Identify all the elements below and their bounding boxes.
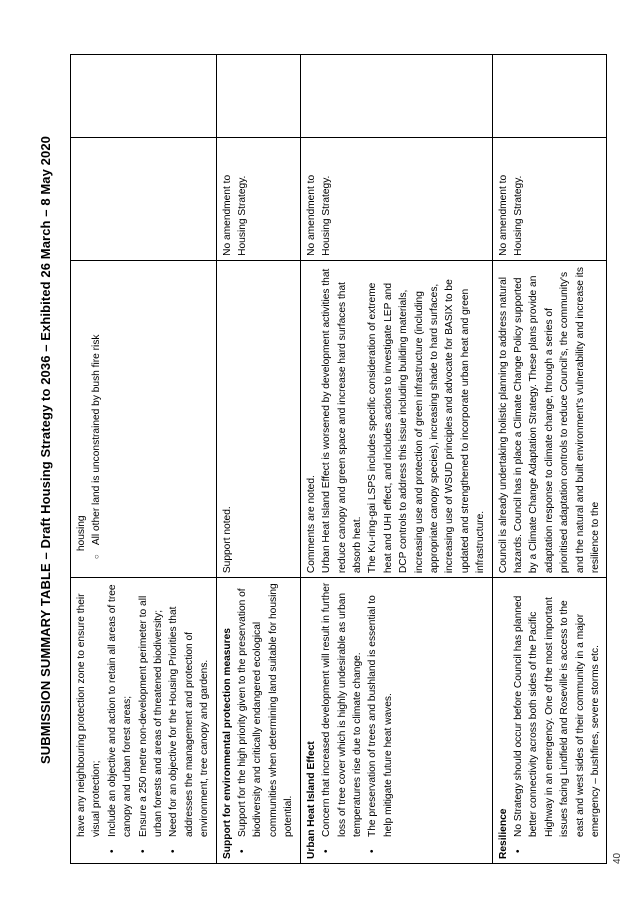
recommendation-cell	[300, 137, 492, 260]
submission-bullets	[235, 582, 297, 859]
response-paragraph: The Ku-ring-gai LSPS includes specific consideration of extreme heat and UHI effect, and includes actions to investigate LEP and DCP controls to address this issue including building materials, increasing use and protection of green infrastructure (including appropriate canopy species), increasing shade to hard surfaces, increasing use of WSUD principles and advocate for BASIX to be updated and strengthened to incorporate urban heat and green infrastructure.	[367, 279, 487, 574]
recommendation-cell	[71, 137, 217, 260]
empty-cell	[216, 55, 300, 138]
response-sublist	[89, 265, 104, 559]
submission-cell	[492, 578, 607, 864]
table-row	[216, 55, 300, 864]
recommendation-text: No amendment to Housing Strategy.	[497, 174, 524, 256]
recommendation-cell	[492, 137, 607, 260]
submission-bullet-text: Ensure a 250 metre non-development perimeter to all urban forests and areas of threatened biodiversity;	[137, 595, 165, 837]
submission-bullet-text: The preservation of trees and bushland is essential to help mitigate future heat waves.	[367, 595, 394, 837]
submission-heading: Support for environmental protection measures	[221, 628, 233, 859]
submission-bullet-text: Include an objective and action to retain all areas of tree canopy and urban forest areas;	[106, 584, 134, 837]
empty-cell	[492, 55, 607, 138]
submission-bullet-text: No Strategy should occur before Council has planned better connectivity across both sides of the Pacific Highway in an emergency. One of the most important issues facing Lindfield and Roseville is access to the east and west sides of their community in a major emergency – bushfires, severe storms etc.	[512, 595, 601, 837]
submission-cell	[300, 578, 492, 864]
submission-bullets	[105, 582, 213, 859]
empty-cell	[300, 55, 492, 138]
response-cell	[216, 260, 300, 577]
submission-table	[70, 54, 607, 864]
submission-bullet-text: Need for an objective for the Housing Priorities that addresses the management and protection of environment, tree canopy and gardens.	[168, 606, 211, 837]
bullet-icon: •	[237, 849, 249, 853]
response-cell	[300, 260, 492, 577]
table-row	[492, 55, 607, 864]
response-cell	[71, 260, 217, 577]
bullet-icon: •	[106, 849, 118, 853]
submission-bullet-text: Concern that increased development will result in further loss of tree cover which is highly undesirable as urban temperatures rise due to climate change.	[321, 582, 363, 837]
response-subitem: ○ All other land is unconstrained by bush fire risk	[89, 265, 104, 559]
bullet-icon: •	[512, 849, 524, 853]
bullet-icon: •	[168, 849, 180, 853]
response-cell	[492, 260, 607, 577]
table-row	[300, 55, 492, 864]
bullet-icon: •	[321, 849, 333, 853]
submission-bullet	[319, 582, 365, 859]
page-number: 40	[612, 852, 623, 864]
response-paragraph: housing	[76, 515, 87, 552]
bullet-icon: •	[367, 849, 379, 853]
page-title: SUBMISSION SUMMARY TABLE – Draft Housing Strategy to 2036 – Exhibited 26 March – 8 May 2020	[38, 136, 53, 764]
submission-bullet-text: Support for the high priority given to the preservation of biodiversity and critically endangered ecological communities when determining land suitable for housing potential.	[237, 583, 295, 837]
submission-cell	[216, 578, 300, 864]
submission-bullet	[136, 582, 167, 859]
response-paragraph: Council is already undertaking holistic planning to address natural hazards. Council has in place a Climate Change Policy supported by a Climate Change Adaptation Strategy. These plans provide an adaptation response to climate change, through a series of prioritised adaptation controls to reduce Council's, the community's and the natural and built environment's vulnerability and increase its resilience to the	[497, 267, 601, 574]
recommendation-text: No amendment to Housing Strategy.	[221, 174, 249, 256]
recommendation-text: No amendment to Housing Strategy.	[305, 174, 333, 256]
submission-bullets	[319, 582, 396, 859]
submission-bullet	[365, 582, 396, 859]
table-row	[71, 55, 217, 864]
recommendation-cell	[216, 137, 300, 260]
submission-cell	[71, 578, 217, 864]
submission-heading: Urban Heat Island Effect	[305, 741, 317, 859]
response-paragraph: Support noted.	[221, 506, 233, 574]
submission-heading: Resilience	[497, 808, 509, 859]
submission-bullet	[166, 582, 212, 859]
submission-bullet	[235, 582, 297, 859]
response-paragraph: Comments are noted.	[305, 475, 317, 574]
submission-intro: have any neighbouring protection zone to ensure their visual protection;	[76, 593, 103, 837]
response-paragraph: Urban Heat Island Effect is worsened by development activities that reduce canopy and green space and increase hard surfaces that absorb heat.	[321, 268, 363, 574]
submission-bullet	[511, 582, 603, 859]
submission-bullets	[511, 582, 603, 859]
submission-bullet	[105, 582, 136, 859]
bullet-icon: •	[137, 849, 149, 853]
empty-cell	[71, 55, 217, 138]
